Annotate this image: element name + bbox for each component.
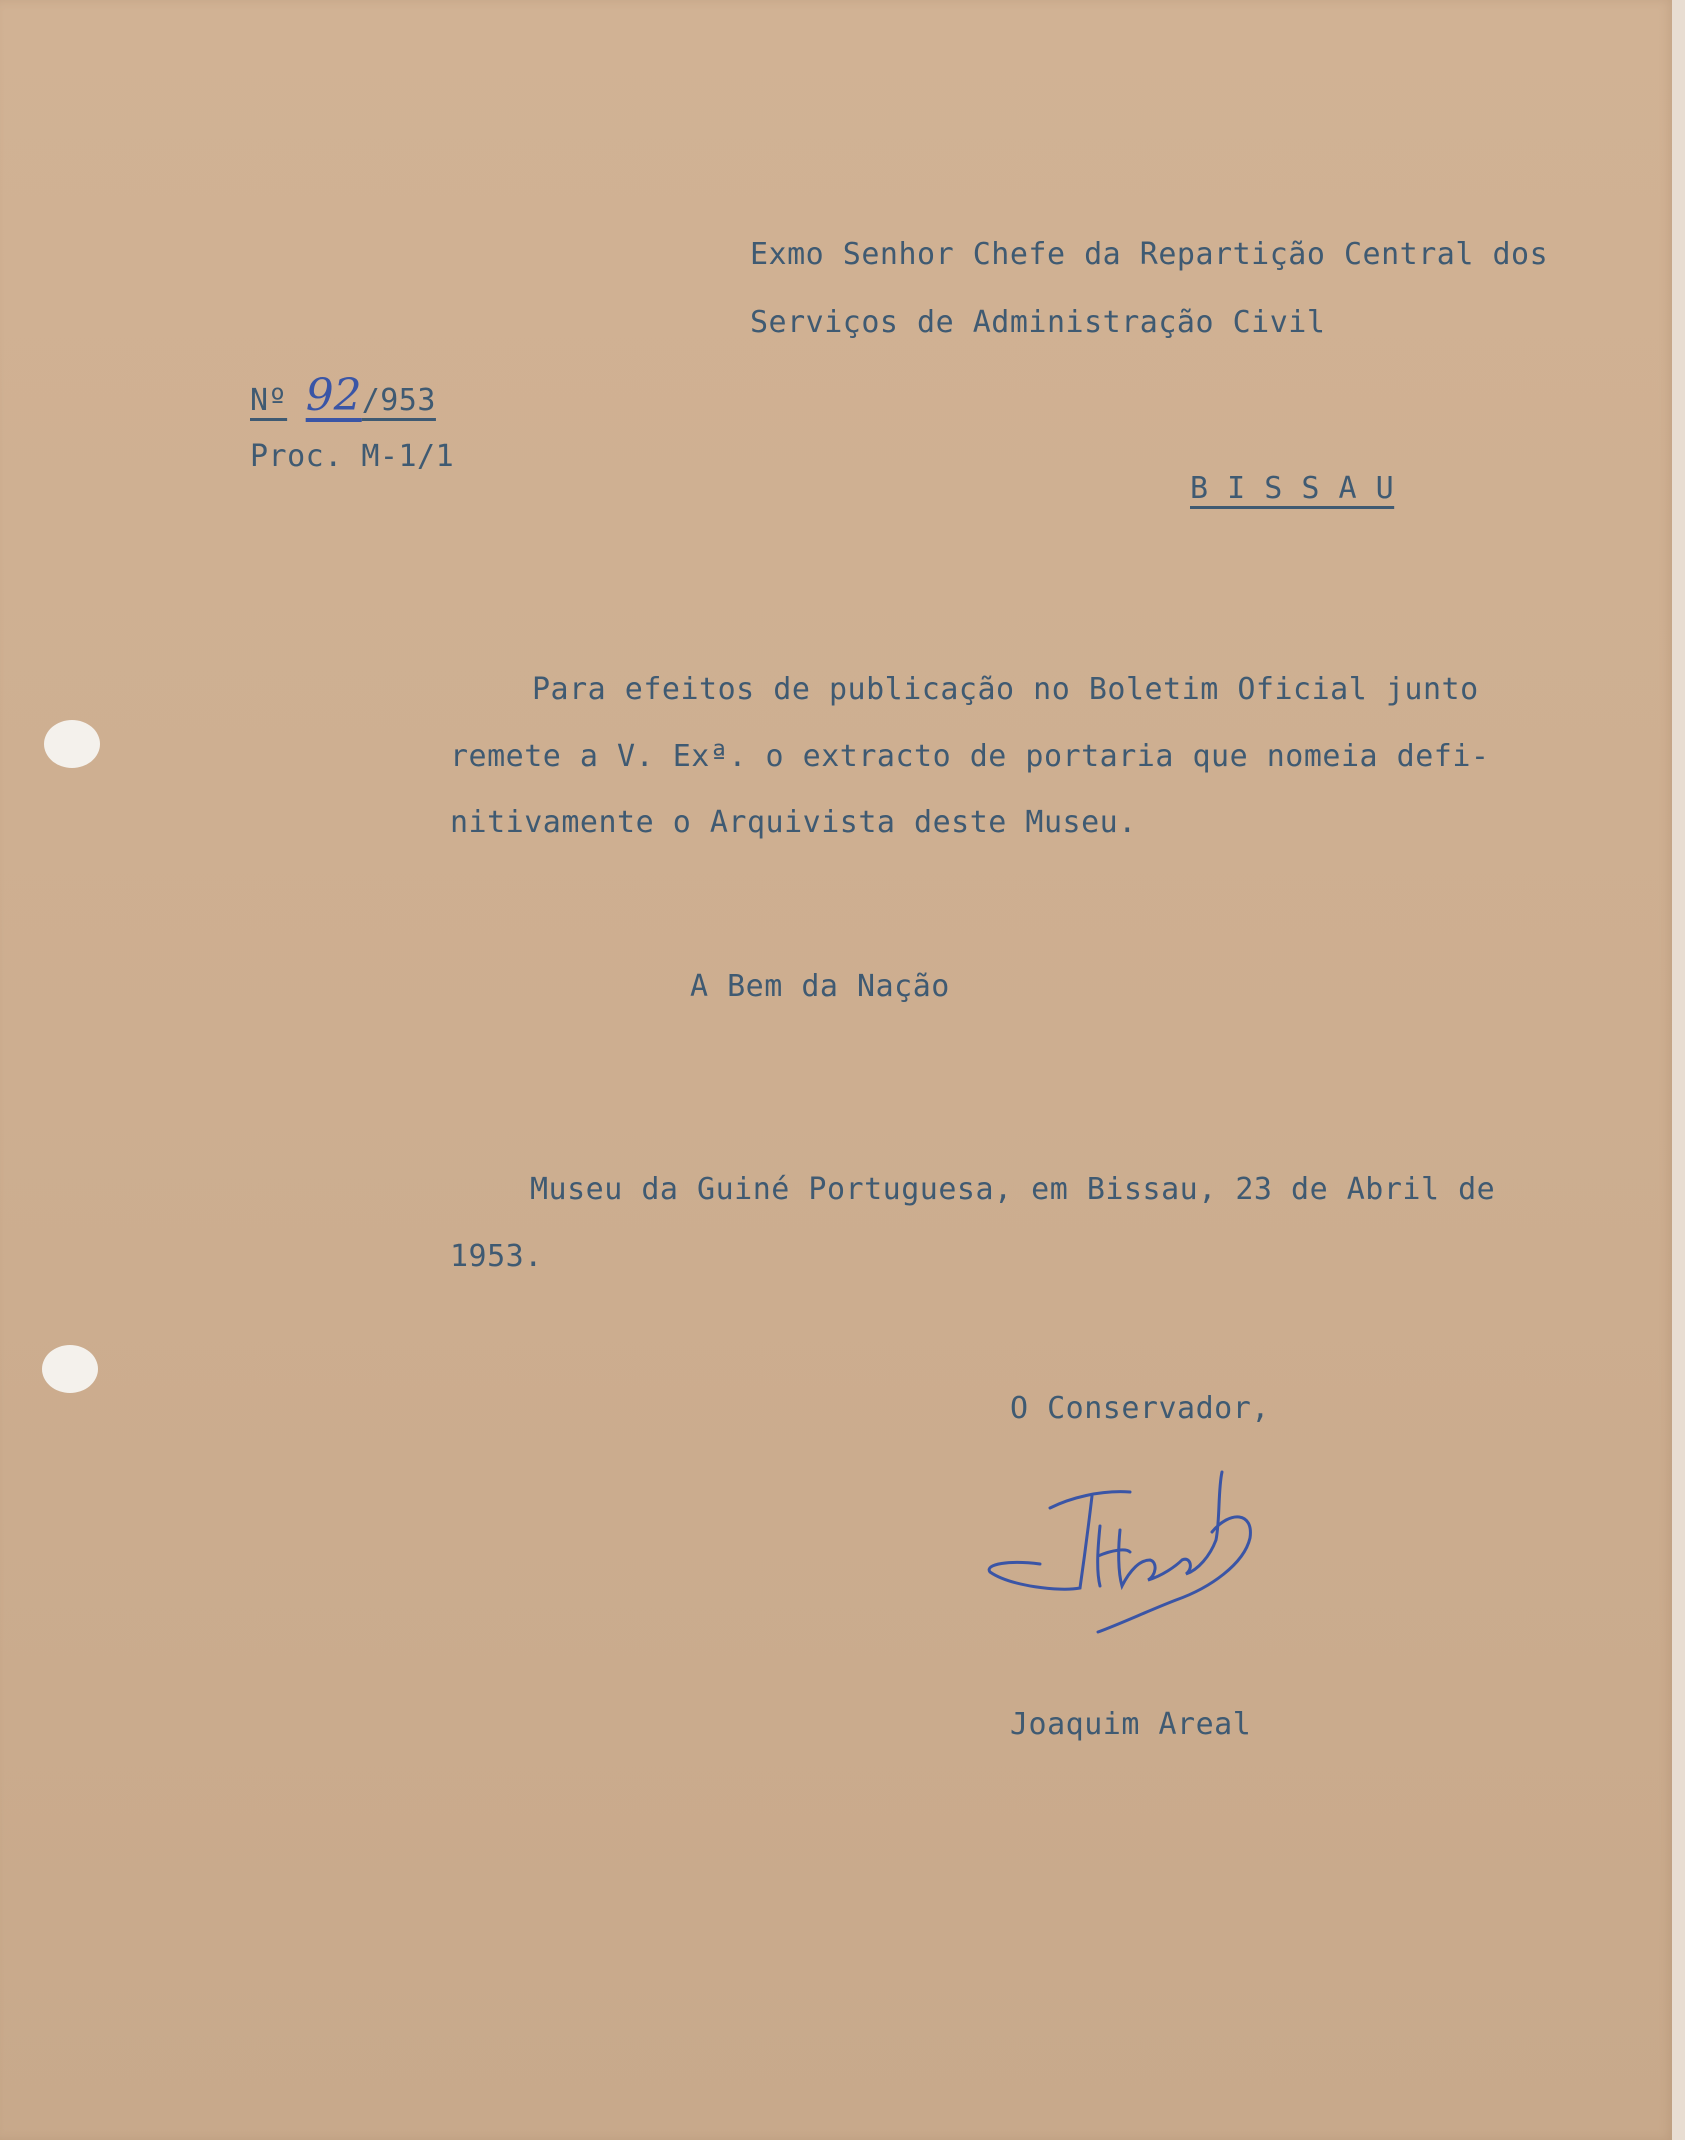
date-line-2: 1953. <box>450 1239 543 1274</box>
city-heading: B I S S A U <box>1190 471 1395 506</box>
reference-number-prefix: Nº <box>250 383 288 418</box>
addressee-line-1: Exmo Senhor Chefe da Repartição Central dos <box>750 237 1549 272</box>
process-number: Proc. M-1/1 <box>250 439 455 474</box>
page-edge <box>1672 0 1685 2140</box>
salutation: A Bem da Nação <box>690 969 950 1004</box>
signature <box>980 1460 1300 1640</box>
closing-title: O Conservador, <box>1010 1391 1270 1426</box>
body-line-2: remete a V. Exª. o extracto de portaria que nomeia defi- <box>450 739 1490 774</box>
punch-hole-top <box>44 720 100 768</box>
reference-number <box>250 370 436 421</box>
body-line-1: Para efeitos de publicação no Boletim Oficial junto <box>532 672 1479 707</box>
body-line-3: nitivamente o Arquivista deste Museu. <box>450 805 1137 840</box>
reference-number-handwritten: 92 <box>305 370 362 421</box>
reference-number-year: /953 <box>361 383 436 418</box>
punch-hole-bottom <box>42 1345 98 1393</box>
date-line-1: Museu da Guiné Portuguesa, em Bissau, 23 de Abril de <box>530 1172 1496 1207</box>
signatory-name: Joaquim Areal <box>1010 1707 1252 1742</box>
addressee-line-2: Serviços de Administração Civil <box>750 305 1326 340</box>
